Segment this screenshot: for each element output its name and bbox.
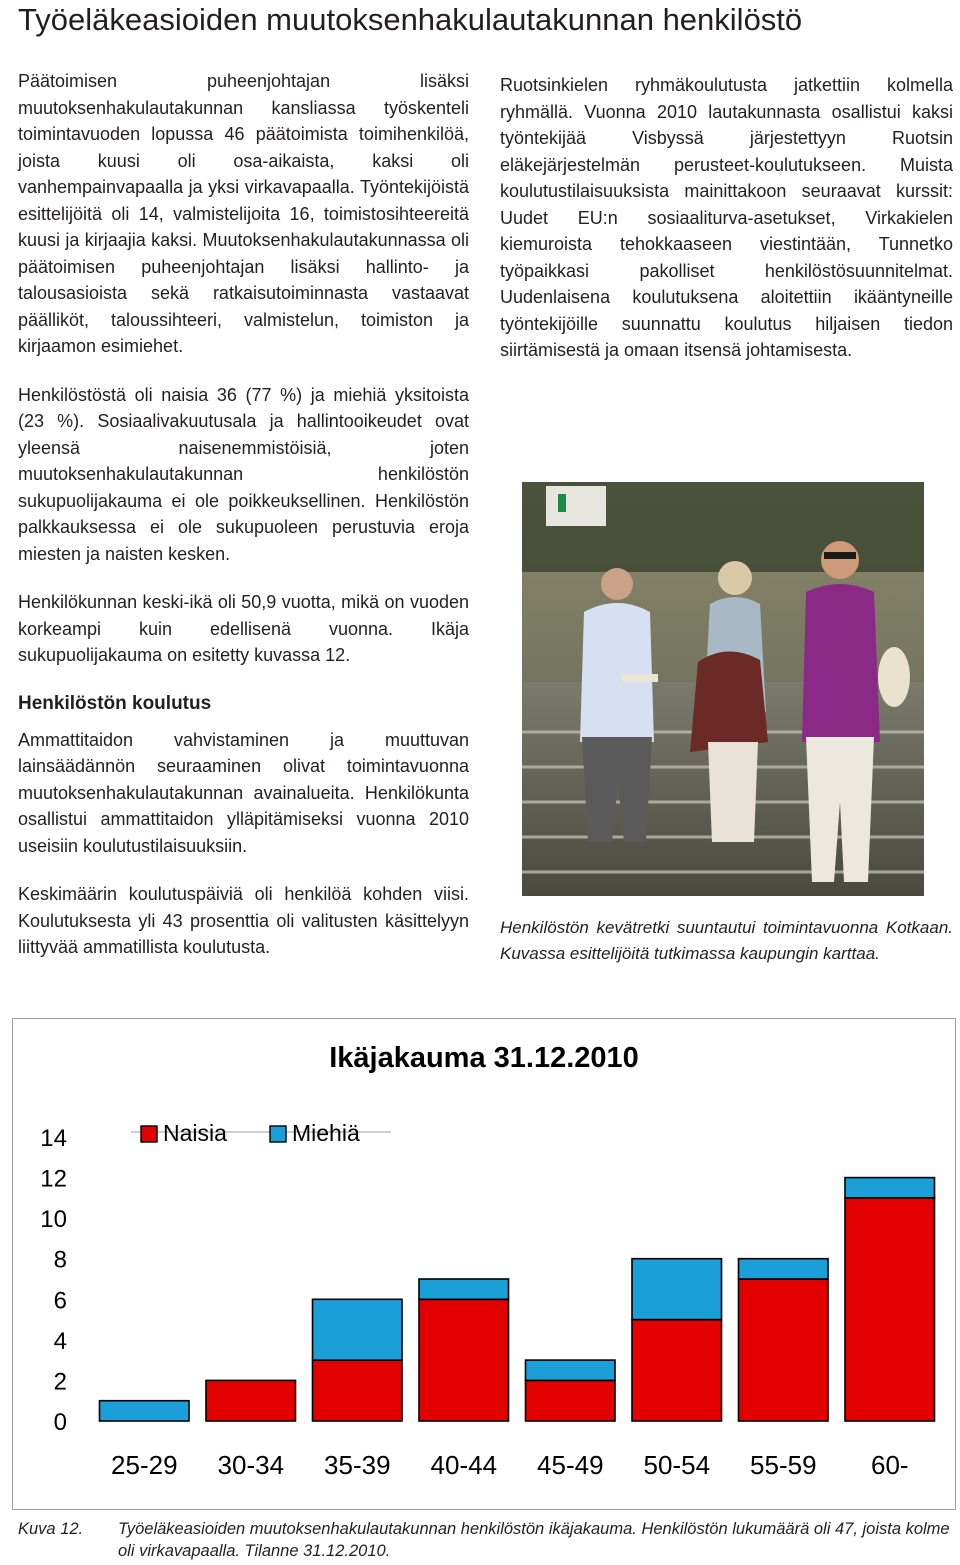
legend-swatch (141, 1126, 157, 1142)
bar-women-60- (845, 1198, 935, 1421)
x-tick-label: 40-44 (430, 1450, 498, 1480)
bar-men-25-29 (100, 1401, 190, 1421)
x-tick-label: 25-29 (111, 1450, 178, 1480)
bar-women-35-39 (313, 1360, 403, 1421)
chart-frame (12, 1018, 956, 1510)
paragraph-training: Ammattitaidon vahvistaminen ja muuttuvan lainsäädännön seuraaminen olivat toimintavuonna muutoksenhakulautakunnan avainalueita. Henkilökunta osallistui ammattitaidon ylläpitämiseksi vuonna 2010 useisiin koulutustilaisuuksiin. (18, 729, 469, 856)
bar-men-50-54 (632, 1259, 722, 1320)
bar-women-45-49 (526, 1380, 616, 1421)
section-heading-training: Henkilöstön koulutus (18, 692, 212, 714)
y-tick-label: 2 (53, 1368, 67, 1396)
chart-legend (131, 1120, 391, 1146)
y-axis-labels (40, 1125, 67, 1436)
x-axis-labels (111, 1450, 909, 1480)
paragraph-courses: Ruotsinkielen ryhmäkoulutusta jatkettiin kolmella ryhmällä. Vuonna 2010 lautakunnasta osallistui kaksi työntekijää Visbyssä järjestettyyn Ruotsin eläkejärjestelmän perusteet-koulutukseen. Muista koulutustilaisuuksista mainittakoon seuraavat kurssit: Uudet EU:n sosiaaliturva-asetukset, Virkakielen kiemuroista tehokkaaseen viestintään, Tunnetko työpaikkasi pakolliset henkilöstösuunnitelmat. Uudenlaisena koulutuksena aloitettiin ikääntyneille työntekijöille suunnattu koulutus hiljaisen tiedon siirtämisestä ja omaan itsensä johtamisesta. (500, 75, 953, 360)
bar-women-55-59 (739, 1279, 829, 1421)
y-tick-label: 4 (53, 1327, 67, 1355)
bar-women-50-54 (632, 1320, 722, 1421)
x-tick-label: 35-39 (324, 1450, 391, 1480)
x-tick-label: 50-54 (643, 1450, 711, 1480)
figure-label: Kuva 12. (18, 1520, 84, 1538)
bar-men-55-59 (739, 1259, 829, 1279)
bar-women-40-44 (419, 1299, 509, 1421)
legend-label: Miehiä (292, 1120, 360, 1146)
paragraph-gender: Henkilöstöstä oli naisia 36 (77 %) ja miehiä yksitoista (23 %). Sosiaalivakuutusala ja hallintooikeudet ovat yleensä naisenemmistöisiä, joten muutoksenhakulautakunnan henkilöstön sukupuolijakauma ei ole poikkeuksellinen. Henkilöstön palkkauksessa ei ole sukupuoleen perustuvia eroja miesten ja naisten kesken. (18, 384, 469, 564)
x-tick-label: 60- (871, 1450, 909, 1480)
photo-caption: Henkilöstön kevätretki suuntautui toimintavuonna Kotkaan. Kuvassa esittelijöitä tutkimassa kaupungin karttaa. (500, 918, 953, 963)
photo-spring-trip (522, 482, 924, 896)
chart-title: Ikäjakauma 31.12.2010 (329, 1042, 639, 1074)
right-text-column (500, 72, 953, 364)
x-tick-label: 55-59 (750, 1450, 817, 1480)
chart-bars (100, 1178, 935, 1421)
bar-men-40-44 (419, 1279, 509, 1299)
figure-caption-text: Työeläkeasioiden muutoksenhakulautakunnan henkilöstön ikäjakauma. Henkilöstön lukumäärä oli 47, joista kolme oli virkavapaalla. Tilanne 31.12.2010. (118, 1520, 950, 1560)
bar-men-35-39 (313, 1299, 403, 1360)
left-text-column (18, 68, 469, 961)
bar-men-45-49 (526, 1360, 616, 1380)
legend-swatch (270, 1126, 286, 1142)
y-tick-label: 14 (40, 1125, 67, 1152)
x-tick-label: 30-34 (217, 1450, 285, 1480)
y-tick-label: 12 (40, 1165, 67, 1193)
legend-label: Naisia (163, 1120, 227, 1146)
y-tick-label: 0 (53, 1409, 67, 1436)
y-tick-label: 10 (40, 1206, 67, 1234)
bar-women-30-34 (206, 1380, 296, 1421)
page-title: Työeläkeasioiden muutoksenhakulautakunnan henkilöstö (18, 2, 803, 37)
photo-illustration (522, 482, 924, 896)
y-tick-label: 6 (53, 1287, 67, 1315)
x-tick-label: 45-49 (537, 1450, 604, 1480)
bar-men-60- (845, 1178, 935, 1198)
paragraph-training-days: Keskimäärin koulutuspäiviä oli henkilöä kohden viisi. Koulutuksesta yli 43 prosenttia oli valitusten käsittelyyn liittyvää ammatillista koulutusta. (18, 884, 469, 957)
y-tick-label: 8 (53, 1246, 67, 1274)
paragraph-average-age: Henkilökunnan keski-ikä oli 50,9 vuotta, mikä on vuoden korkeampi kuin edellisenä vuonna. Ikäja sukupuolijakauma on esitetty kuvassa 12. (18, 592, 469, 665)
age-distribution-chart (13, 1019, 955, 1509)
paragraph-staff-numbers: Päätoimisen puheenjohtajan lisäksi muutoksenhakulautakunnan kansliassa työskenteli toimintavuoden lopussa 46 päätoimista toimihenkilöä, joista kuusi oli osa-aikaista, kaksi oli vanhempainvapaalla ja yksi virkavapaalla. Työntekijöistä esittelijöitä oli 14, valmistelijoita 16, toimistosihteereitä kuusi ja kirjaajia kaksi. Muutoksenhakulautakunnassa oli päätoimisen puheenjohtajan lisäksi hallinto- ja talousasioista sekä ratkaisutoiminnasta vastaavat päälliköt, taloussihteeri, valmistelun, toimiston ja kirjaamon esimiehet. (18, 71, 469, 356)
